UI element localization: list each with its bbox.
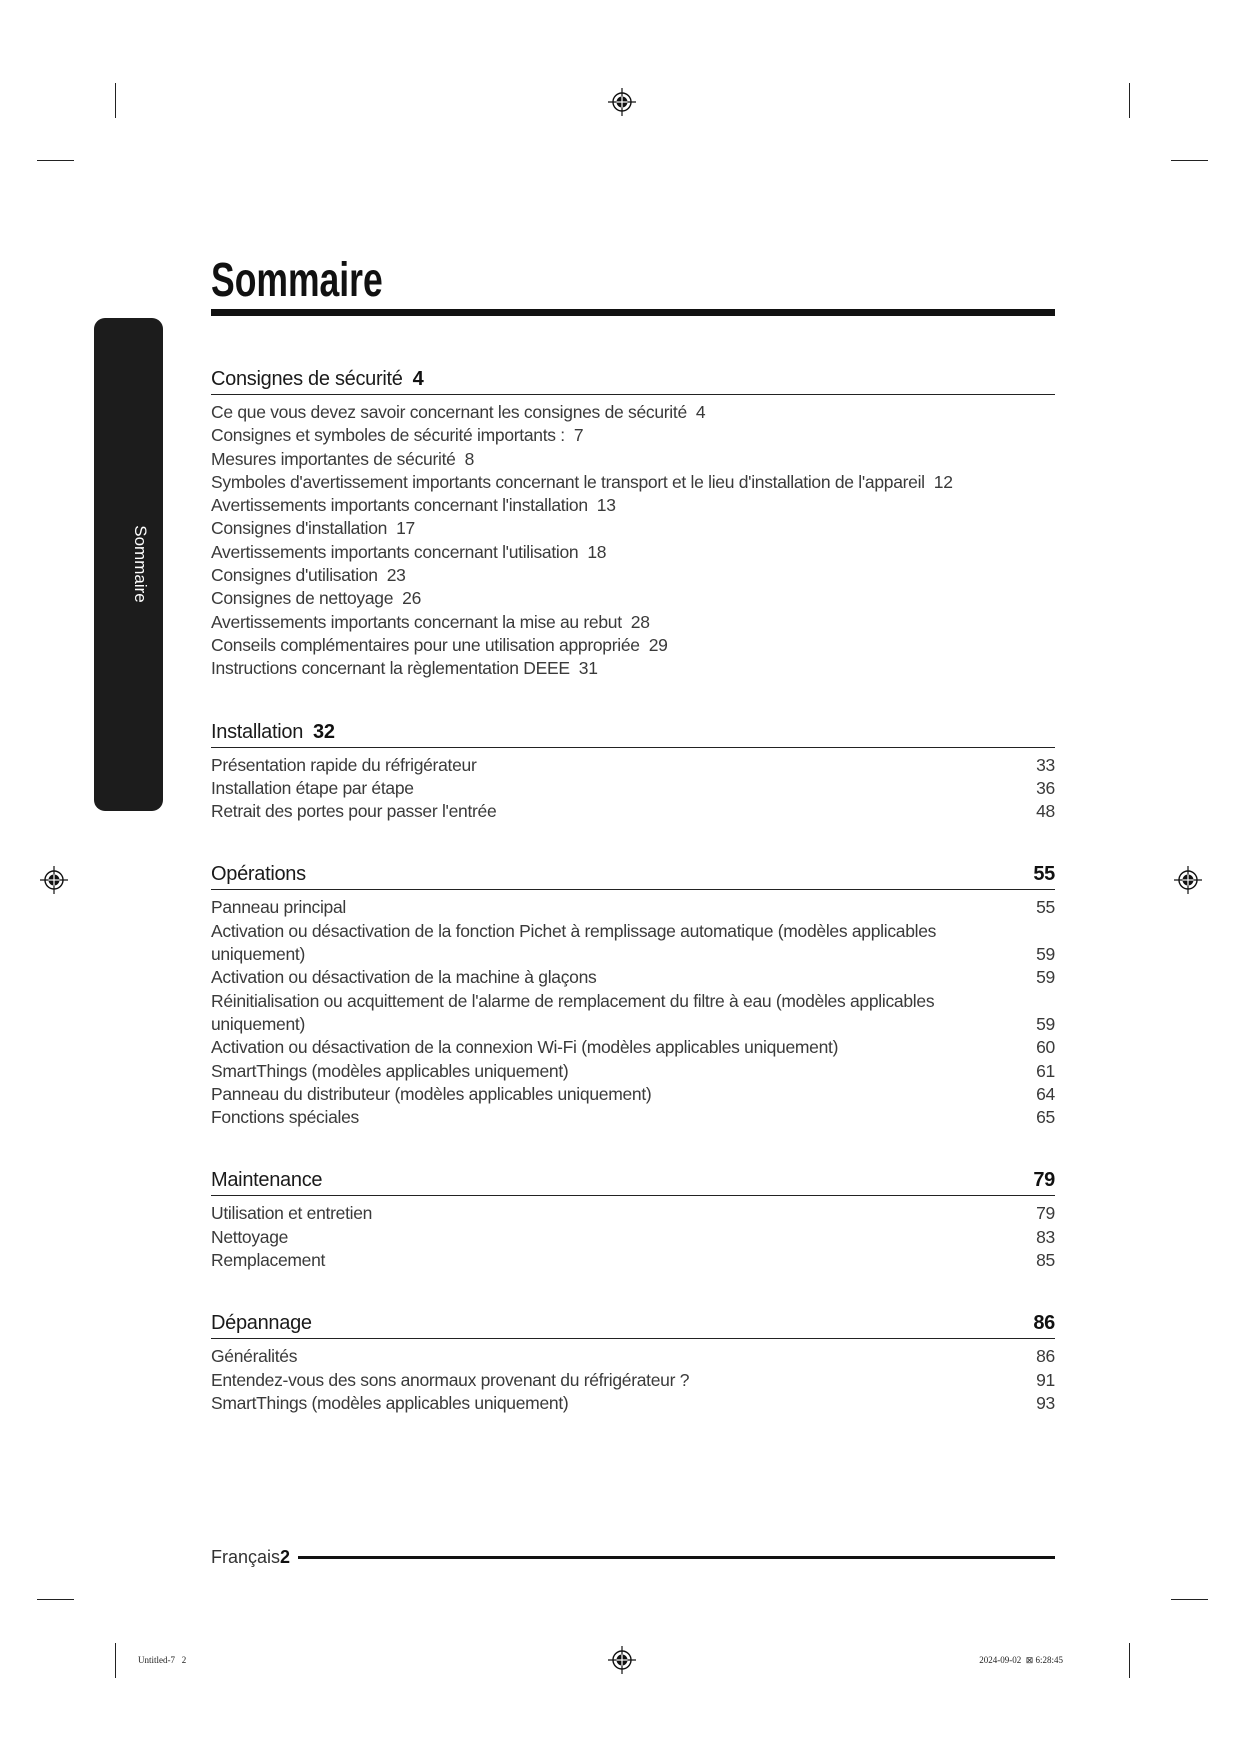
toc-entry [211,754,1055,777]
page-title: Sommaire [211,254,383,307]
toc-entry-title: Conseils complémentaires pour une utilisation appropriée [211,634,640,655]
toc-entry-page: 17 [396,518,415,539]
section-title: Installation [211,720,304,743]
toc-entry-page: 61 [1036,1060,1055,1081]
section-safety [211,364,1055,681]
section-entries [211,395,1055,681]
toc-entry-page: 33 [1036,754,1055,775]
section-header [211,1165,1055,1196]
registration-mark-icon [607,87,637,117]
toc-entry [211,966,1055,989]
toc-entry [211,424,1055,447]
toc-entry-page: 59 [1036,967,1055,988]
section-page-number: 4 [412,368,424,390]
toc-entry-page: 7 [573,425,584,446]
toc-entry-title: Généralités [211,1346,298,1367]
toc-entry-title: Nettoyage [211,1226,289,1247]
toc-entry-page: 79 [1036,1203,1055,1224]
section-troubleshooting [211,1308,1055,1415]
registration-mark-icon [39,865,69,895]
toc-entry-title: SmartThings (modèles applicables uniquement) [211,1060,569,1081]
toc-entry-page: 91 [1036,1369,1055,1390]
toc-entry-page: 12 [933,471,953,492]
toc-entry [211,1392,1055,1415]
section-title: Opérations [211,863,306,886]
toc-entry-page: 26 [402,588,422,609]
section-maintenance [211,1165,1055,1272]
toc-entry-title: Consignes d'installation [211,518,388,539]
toc-entry [211,920,1055,967]
side-tab-label: Sommaire [131,525,150,603]
crop-mark-top-right-vertical [1129,83,1130,118]
toc-entry-title: Consignes de nettoyage [211,588,394,609]
toc-entry-title: Activation ou désactivation de la fonction Pichet à remplissage automatique (modèles applicables uniquement) [211,920,937,965]
crop-mark-bottom-right-vertical [1129,1643,1130,1678]
toc-entry-title: Consignes d'utilisation [211,565,378,586]
crop-mark-top-right-horizontal [1171,160,1208,161]
toc-entry-page: 59 [1036,944,1055,965]
toc-entry-title: Panneau du distributeur (modèles applicables uniquement) [211,1083,652,1104]
crop-mark-bottom-left-vertical [115,1643,116,1678]
section-page-number: 79 [1033,1169,1055,1192]
toc-entry [211,401,1055,424]
toc-entry-page: 55 [1036,897,1055,918]
section-header [211,717,1055,748]
crop-mark-bottom-right-horizontal [1171,1599,1208,1600]
section-header [211,859,1055,890]
toc-entry-title: Avertissements importants concernant l'installation [211,495,588,516]
registration-mark-icon [1173,865,1203,895]
toc-entry-title: Symboles d'avertissement importants concernant le transport et le lieu d'installation de l'appareil [211,471,925,492]
toc-entry-title: Activation ou désactivation de la machine à glaçons [211,967,597,988]
toc-entry-title: Avertissements importants concernant la mise au rebut [211,611,622,632]
toc-entry [211,1083,1055,1106]
section-title: Dépannage [211,1312,312,1335]
toc-entry-title: Instructions concernant la règlementation DEEE [211,658,570,679]
section-entries [211,890,1055,1129]
toc-entry-title: Entendez-vous des sons anormaux provenant du réfrigérateur ? [211,1369,690,1390]
toc-entry-title: Utilisation et entretien [211,1203,373,1224]
toc-entry [211,1345,1055,1368]
footer-page-number: 2 [280,1546,291,1567]
toc-entry-page: 48 [1036,801,1055,822]
toc-entry [211,1369,1055,1392]
toc-entry-title: Activation ou désactivation de la connexion Wi-Fi (modèles applicables uniquement) [211,1037,839,1058]
toc-entry [211,1249,1055,1272]
toc-entry [211,564,1055,587]
section-page-number: 86 [1033,1312,1055,1335]
toc-entry-page: 64 [1036,1083,1055,1104]
toc-entry [211,1036,1055,1059]
page-footer [211,1545,1055,1569]
toc-entry [211,517,1055,540]
toc-entry-title: Mesures importantes de sécurité [211,448,456,469]
toc-entry-title: Retrait des portes pour passer l'entrée [211,801,497,822]
toc-entry-page: 18 [587,541,607,562]
section-operations [211,859,1055,1129]
toc-entry-page: 65 [1036,1107,1055,1128]
print-slug-timestamp: 2024-09-02 ⊠ 6:28:45 [979,1655,1063,1665]
toc-entry-title: SmartThings (modèles applicables uniquement) [211,1392,569,1413]
toc-entry [211,587,1055,610]
toc-entry-page: 29 [648,634,668,655]
section-title: Consignes de sécurité [211,368,403,390]
toc-entry-page: 59 [1036,1013,1055,1034]
footer-language: Français [211,1546,281,1567]
section-page-number: 55 [1033,863,1055,886]
toc-entry [211,471,1055,494]
toc-entry [211,541,1055,564]
toc-entry-page: 4 [695,402,706,422]
toc-entry-page: 28 [630,611,650,632]
toc-entry [211,1226,1055,1249]
toc-entry-title: Fonctions spéciales [211,1107,359,1128]
toc-entry-page: 31 [578,658,598,679]
section-entries [211,748,1055,824]
toc-entry-title: Consignes et symboles de sécurité importants : [211,425,565,446]
section-entries [211,1339,1055,1415]
toc-entry-page: 36 [1036,777,1055,798]
toc-entry-title: Avertissements importants concernant l'utilisation [211,541,579,562]
toc-entry [211,611,1055,634]
toc-entry-page: 13 [596,495,616,516]
toc-entry-page: 8 [464,448,474,469]
toc-entry-title: Réinitialisation ou acquittement de l'alarme de remplacement du filtre à eau (modèles applicables uniquement) [211,990,935,1034]
toc-entry-page: 23 [386,565,406,586]
toc-entry [211,990,1055,1037]
table-of-contents [211,364,1055,1415]
toc-entry-page: 60 [1036,1037,1055,1058]
toc-entry-title: Panneau principal [211,897,347,918]
toc-entry [211,634,1055,657]
side-tab [94,318,163,811]
toc-entry [211,1060,1055,1083]
toc-entry [211,494,1055,517]
toc-entry-page: 85 [1036,1250,1055,1271]
footer-rule [298,1556,1055,1559]
toc-entry [211,777,1055,800]
toc-entry [211,657,1055,680]
section-page-number: 32 [313,720,335,743]
toc-entry-page: 86 [1036,1346,1055,1367]
toc-entry-page: 93 [1036,1392,1055,1413]
toc-entry [211,896,1055,919]
print-slug-file: Untitled-7 2 [138,1655,187,1665]
toc-entry [211,800,1055,823]
toc-entry-title: Installation étape par étape [211,777,414,798]
section-title: Maintenance [211,1169,323,1192]
registration-mark-icon [607,1645,637,1675]
toc-entry-page: 83 [1036,1226,1055,1247]
toc-entry-title: Présentation rapide du réfrigérateur [211,754,477,775]
toc-entry-title: Ce que vous devez savoir concernant les consignes de sécurité [211,402,687,422]
crop-mark-top-left-vertical [115,83,116,118]
title-rule [211,309,1055,316]
section-installation [211,717,1055,824]
toc-entry-title: Remplacement [211,1250,326,1271]
toc-entry [211,1202,1055,1225]
section-header [211,1308,1055,1339]
crop-mark-bottom-left-horizontal [37,1599,74,1600]
section-header [211,364,1055,395]
toc-entry [211,1106,1055,1129]
crop-mark-top-left-horizontal [37,160,74,161]
toc-entry [211,448,1055,471]
section-entries [211,1196,1055,1272]
